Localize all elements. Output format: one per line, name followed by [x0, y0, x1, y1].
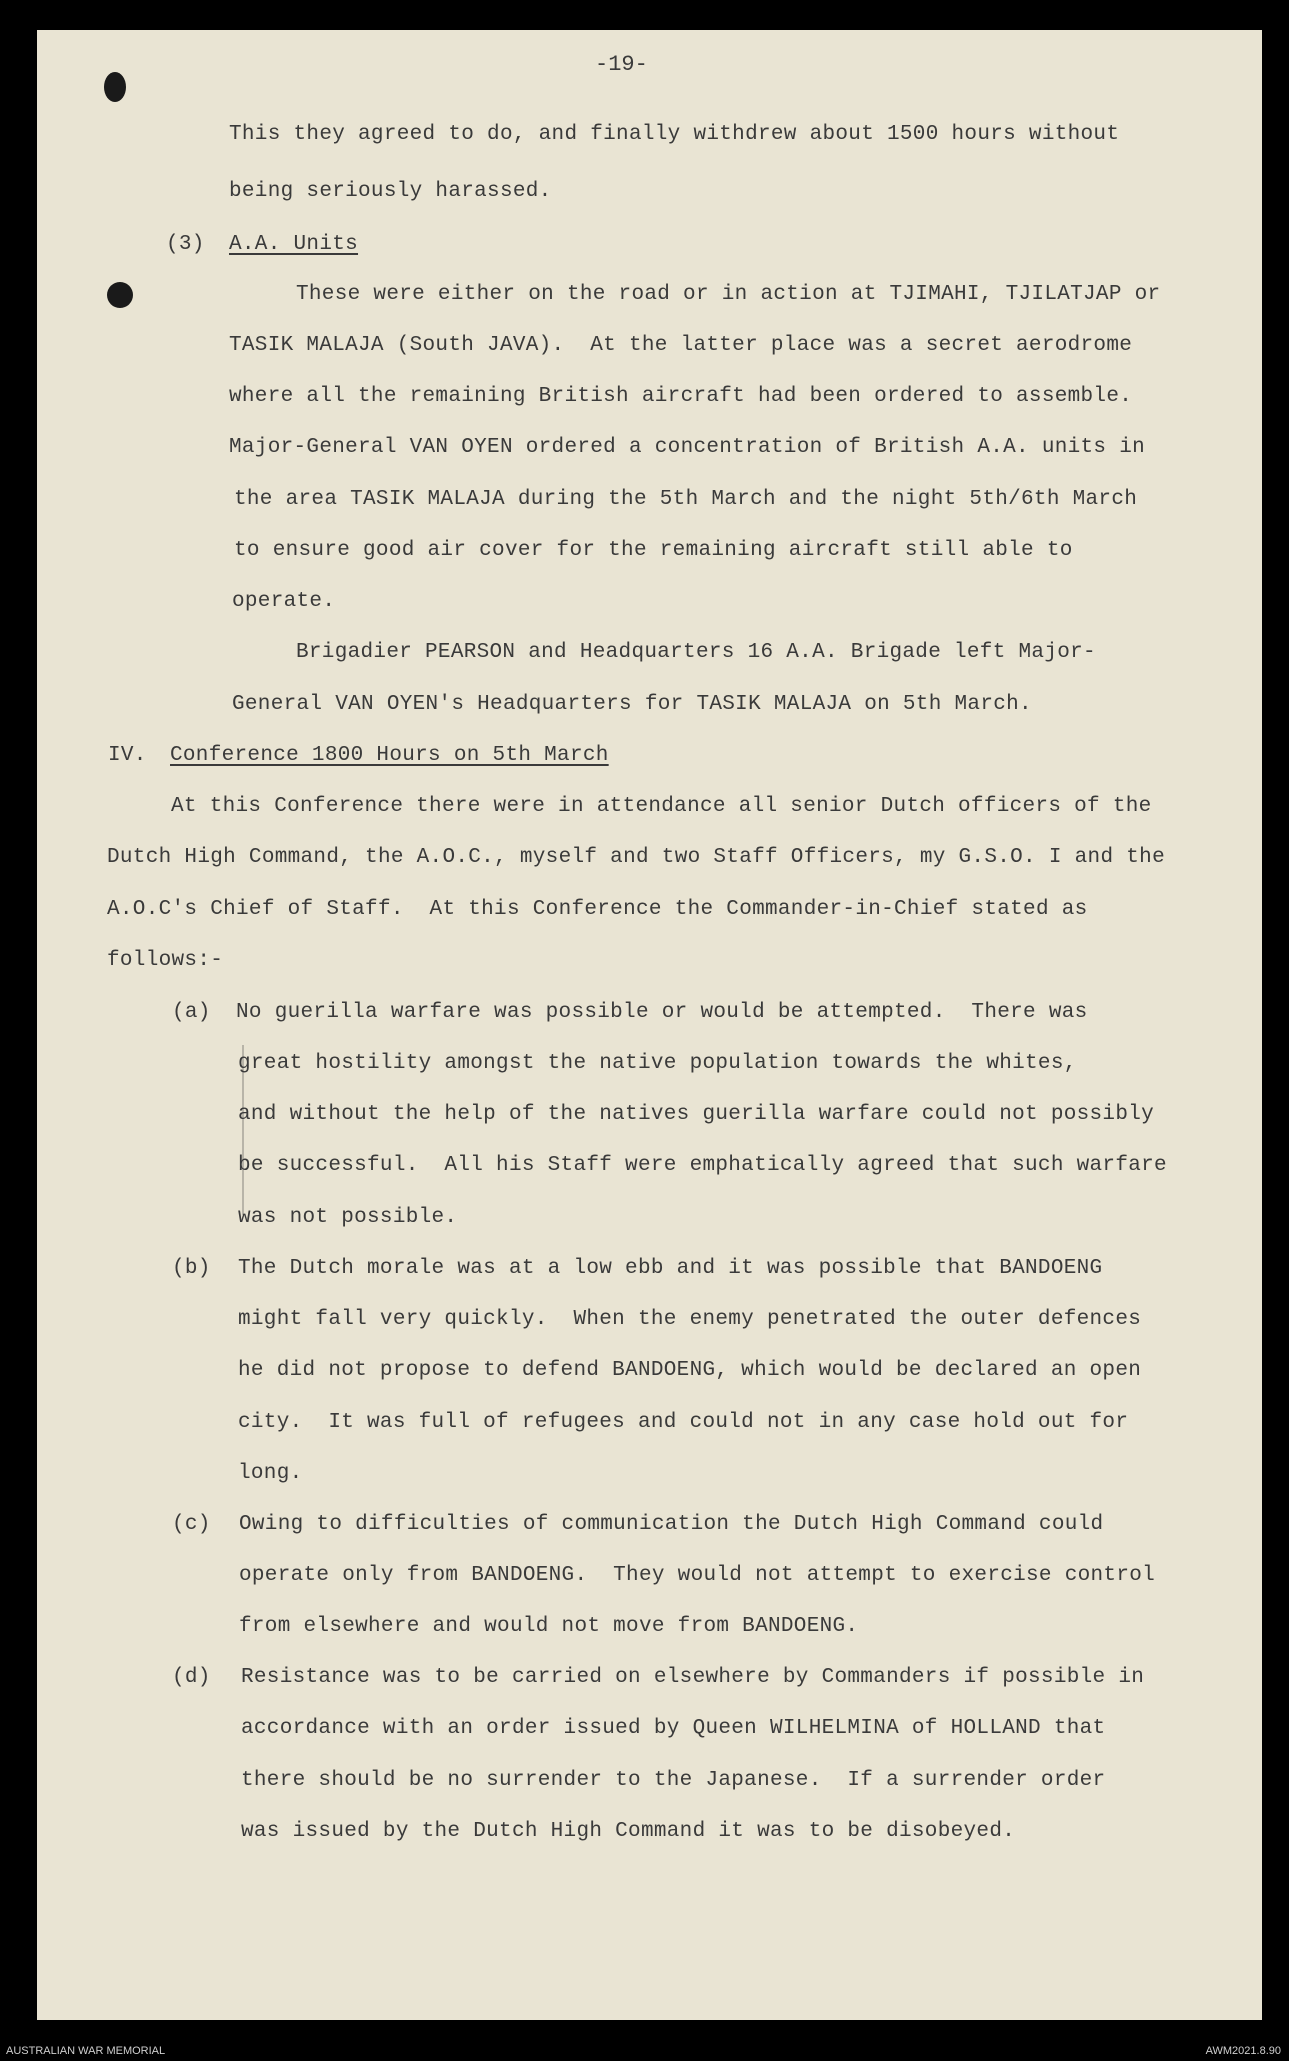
text-line: great hostility amongst the native population towards the whites, [238, 1052, 1077, 1075]
punch-hole [107, 282, 133, 308]
list-marker: (b) [172, 1257, 211, 1280]
text-line: Resistance was to be carried on elsewhere by Commanders if possible in [241, 1666, 1145, 1689]
text-line: Brigadier PEARSON and Headquarters 16 A.A. Brigade left Major- [296, 641, 1096, 664]
list-marker: (d) [172, 1666, 211, 1689]
text-line: there should be no surrender to the Japanese. If a surrender order [241, 1769, 1106, 1792]
section-heading: A.A. Units [229, 233, 359, 256]
text-line: he did not propose to defend BANDOENG, which would be declared an open [238, 1359, 1142, 1382]
text-line: The Dutch morale was at a low ebb and it was possible that BANDOENG [238, 1257, 1103, 1280]
text-line: No guerilla warfare was possible or would be attempted. There was [236, 1001, 1088, 1024]
punch-hole [104, 72, 126, 102]
text-line: General VAN OYEN's Headquarters for TASIK MALAJA on 5th March. [232, 693, 1032, 716]
text-line: accordance with an order issued by Queen WILHELMINA of HOLLAND that [241, 1717, 1106, 1740]
item-number: (3) [166, 233, 205, 256]
text-line: was issued by the Dutch High Command it was to be disobeyed. [241, 1820, 1016, 1843]
list-marker: (c) [172, 1513, 211, 1536]
text-line: Major-General VAN OYEN ordered a concentration of British A.A. units in [229, 436, 1146, 459]
text-line: and without the help of the natives guerilla warfare could not possibly [238, 1103, 1155, 1126]
list-marker: (a) [172, 1001, 211, 1024]
footer-reference: AWM2021.8.90 [1205, 2045, 1281, 2057]
section-heading: Conference 1800 Hours on 5th March [170, 744, 609, 767]
page-number: -19- [595, 52, 648, 77]
text-line: be successful. All his Staff were emphatically agreed that such warfare [238, 1154, 1167, 1177]
text-line: At this Conference there were in attendance all senior Dutch officers of the [171, 795, 1152, 818]
text-line: This they agreed to do, and finally withdrew about 1500 hours without [229, 123, 1120, 146]
text-line: operate. [232, 590, 336, 613]
text-line: Owing to difficulties of communication the Dutch High Command could [239, 1513, 1104, 1536]
text-line: being seriously harassed. [229, 180, 552, 203]
text-line: to ensure good air cover for the remaining aircraft still able to [234, 539, 1073, 562]
text-line: A.O.C's Chief of Staff. At this Conference the Commander-in-Chief stated as [107, 898, 1088, 921]
text-line: operate only from BANDOENG. They would not attempt to exercise control [239, 1564, 1156, 1587]
text-line: long. [238, 1462, 303, 1485]
section-number: IV. [108, 744, 147, 767]
text-line: was not possible. [238, 1206, 458, 1229]
text-line: Dutch High Command, the A.O.C., myself and two Staff Officers, my G.S.O. I and the [107, 846, 1165, 869]
text-line: from elsewhere and would not move from BANDOENG. [239, 1615, 859, 1638]
text-line: where all the remaining British aircraft had been ordered to assemble. [229, 385, 1133, 408]
text-line: city. It was full of refugees and could not in any case hold out for [238, 1411, 1129, 1434]
text-line: follows:- [107, 949, 224, 972]
text-line: These were either on the road or in action at TJIMAHI, TJILATJAP or [296, 283, 1161, 306]
footer-institution: AUSTRALIAN WAR MEMORIAL [6, 2045, 166, 2057]
text-line: TASIK MALAJA (South JAVA). At the latter place was a secret aerodrome [229, 334, 1133, 357]
text-line: the area TASIK MALAJA during the 5th March and the night 5th/6th March [234, 488, 1138, 511]
text-line: might fall very quickly. When the enemy penetrated the outer defences [238, 1308, 1142, 1331]
